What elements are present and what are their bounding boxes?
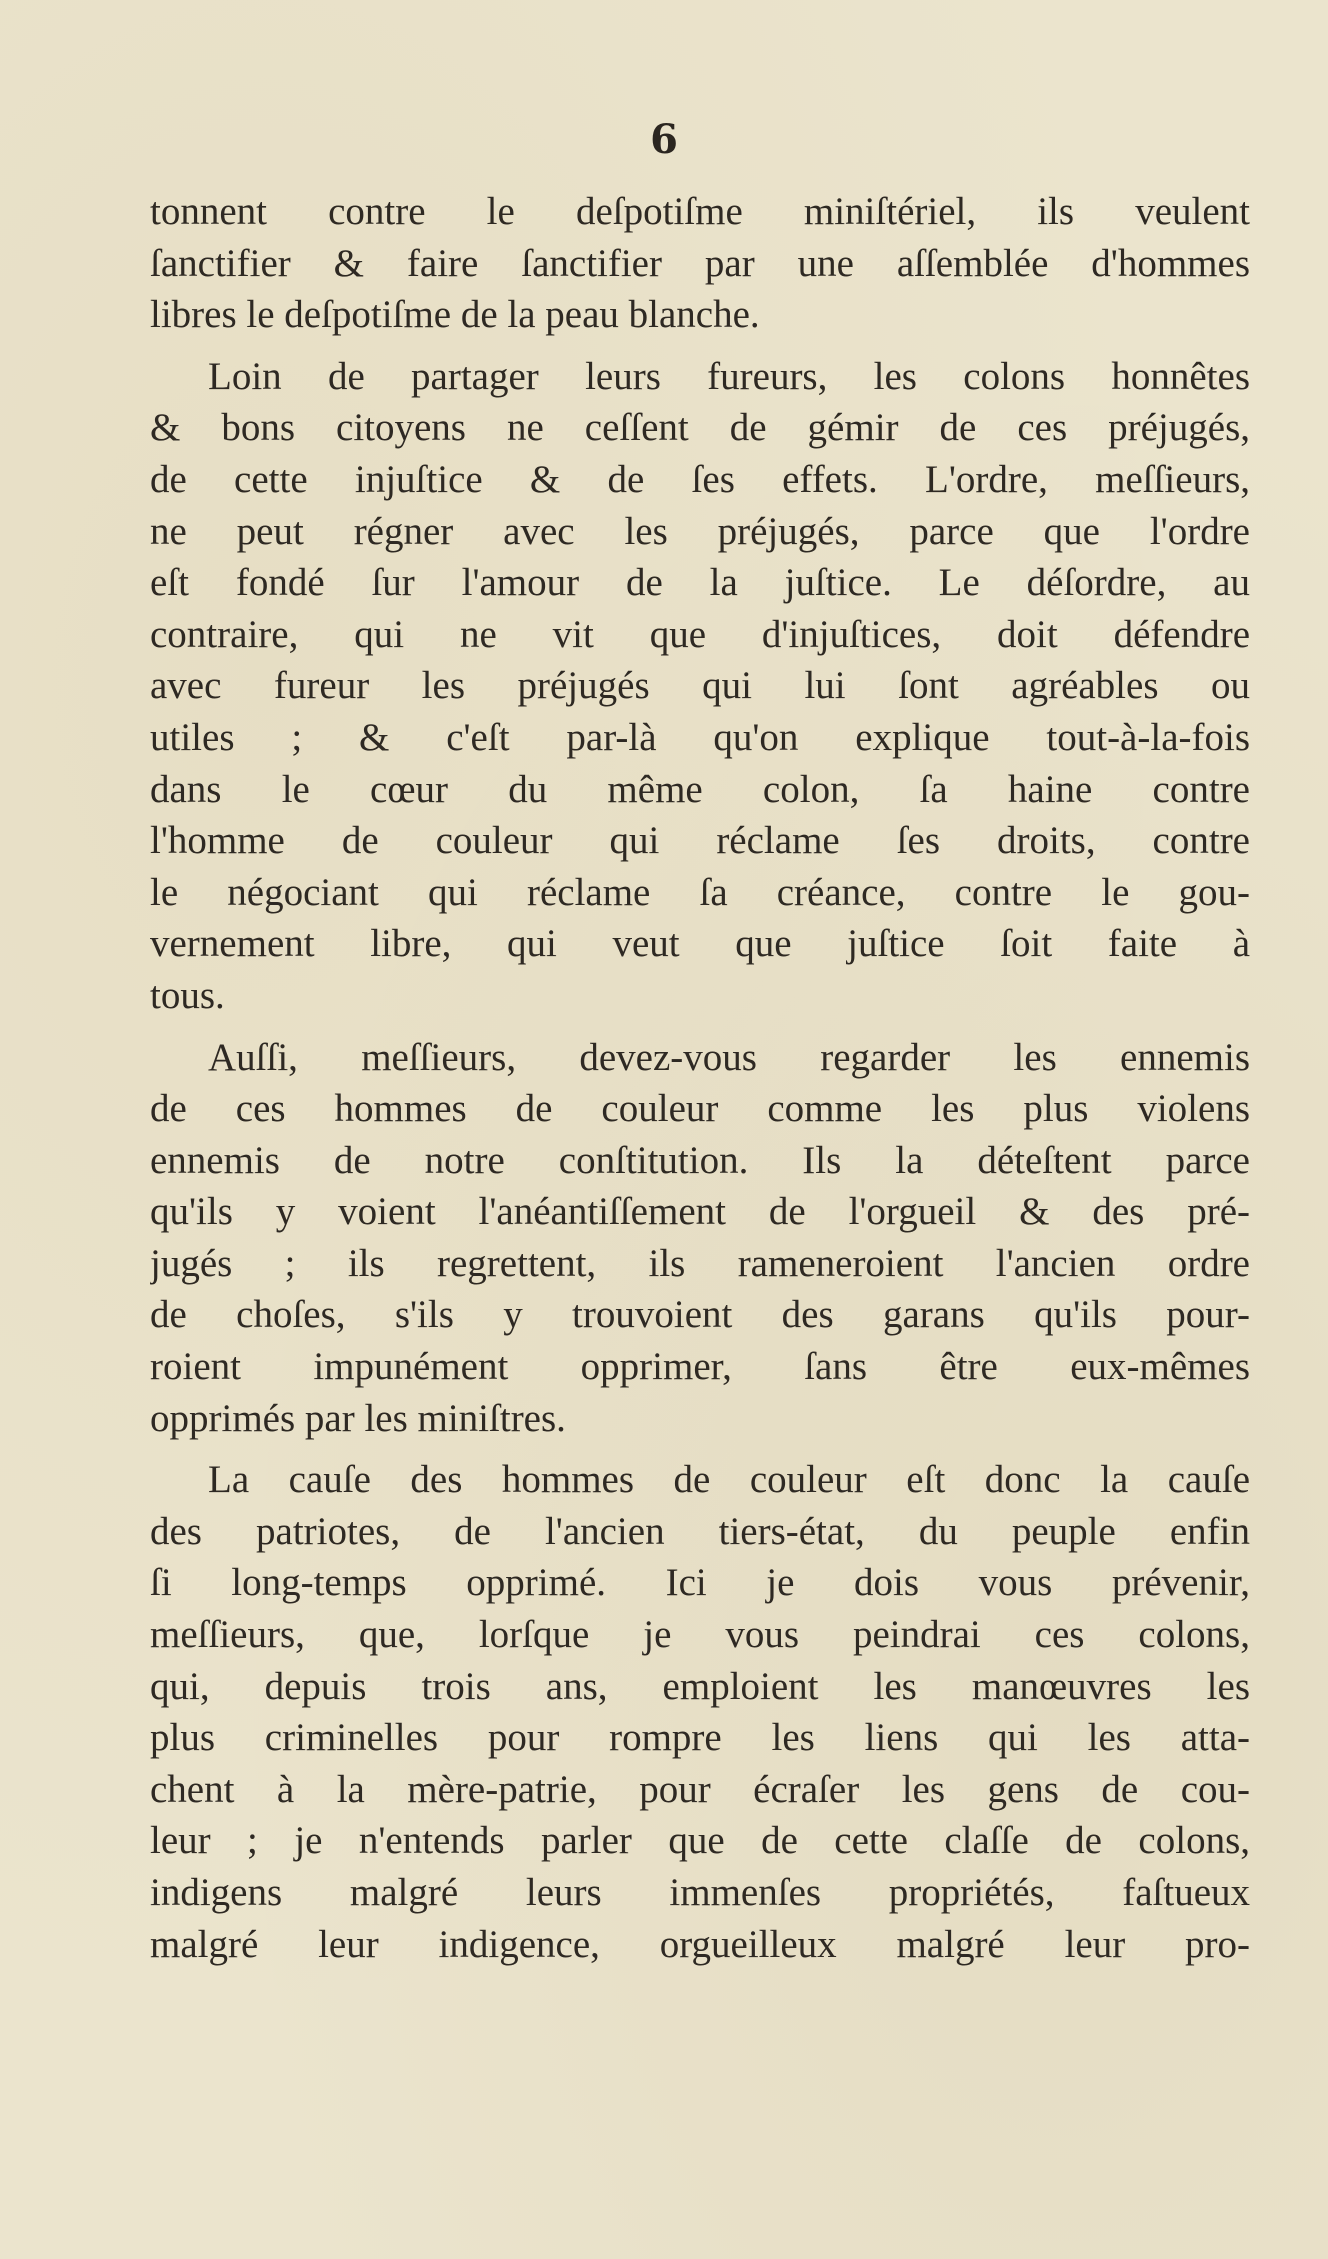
text-line: chent à la mère-patrie, pour écraſer les gens de cou-: [150, 1767, 1250, 1811]
text-line: de cette injuſtice & de ſes effets. L'ordre, meſſieurs,: [150, 457, 1250, 501]
text-line: Auſſi, meſſieurs, devez-vous regarder les ennemis: [208, 1035, 1250, 1079]
text-line: Loin de partager leurs fureurs, les colons honnêtes: [208, 354, 1250, 398]
text-line: avec fureur les préjugés qui lui ſont agréables ou: [150, 664, 1250, 708]
paragraph-2: [150, 351, 1250, 1022]
text-line: tous.: [150, 973, 225, 1017]
text-line: eſt fondé ſur l'amour de la juſtice. Le déſordre, au: [150, 561, 1250, 605]
text-line: libres le deſpotiſme de la peau blanche.: [150, 293, 760, 337]
text-line: le négociant qui réclame ſa créance, contre le gou-: [150, 870, 1250, 914]
text-line: vernement libre, qui veut que juſtice ſoit faite à: [150, 922, 1250, 966]
text-line: La cauſe des hommes de couleur eſt donc la cauſe: [208, 1458, 1250, 1502]
text-line: ennemis de notre conſtitution. Ils la déteſtent parce: [150, 1138, 1250, 1182]
body-text: [150, 186, 1250, 1980]
paragraph-1: [150, 186, 1250, 341]
text-line: malgré leur indigence, orgueilleux malgré leur pro-: [150, 1922, 1250, 1966]
text-line: l'homme de couleur qui réclame ſes droits, contre: [150, 819, 1250, 863]
text-line: leur ; je n'entends parler que de cette claſſe de colons,: [150, 1819, 1250, 1863]
text-line: roient impunément opprimer, ſans être eux-mêmes: [150, 1345, 1250, 1389]
text-line: des patriotes, de l'ancien tiers-état, du peuple enfin: [150, 1509, 1250, 1553]
text-line: opprimés par les miniſtres.: [150, 1396, 566, 1440]
text-line: qu'ils y voient l'anéantiſſement de l'orgueil & des pré-: [150, 1190, 1250, 1234]
text-line: indigens malgré leurs immenſes propriétés, faſtueux: [150, 1871, 1250, 1914]
text-line: plus criminelles pour rompre les liens qui les atta-: [150, 1716, 1250, 1760]
text-line: dans le cœur du même colon, ſa haine contre: [150, 767, 1250, 811]
text-line: qui, depuis trois ans, emploient les manœuvres les: [150, 1664, 1250, 1708]
page-number: 6: [650, 116, 678, 163]
text-line: tonnent contre le deſpotiſme miniſtériel, ils veulent: [150, 190, 1250, 233]
text-line: utiles ; & c'eſt par-là qu'on explique tout-à-la-fois: [150, 715, 1250, 759]
paragraph-3: [150, 1032, 1250, 1445]
text-line: de ces hommes de couleur comme les plus violens: [150, 1087, 1250, 1131]
text-line: contraire, qui ne vit que d'injuſtices, doit défendre: [150, 612, 1250, 656]
text-line: ſi long-temps opprimé. Ici je dois vous prévenir,: [150, 1561, 1250, 1605]
text-line: ne peut régner avec les préjugés, parce que l'ordre: [150, 509, 1250, 553]
text-line: meſſieurs, que, lorſque je vous peindrai ces colons,: [150, 1613, 1250, 1657]
text-line: jugés ; ils regrettent, ils rameneroient l'ancien ordre: [150, 1241, 1250, 1285]
text-line: & bons citoyens ne ceſſent de gémir de ces préjugés,: [150, 406, 1250, 450]
text-line: ſanctifier & faire ſanctifier par une aſſemblée d'hommes: [150, 241, 1250, 285]
paragraph-4: [150, 1454, 1250, 1970]
text-line: de choſes, s'ils y trouvoient des garans qu'ils pour-: [150, 1293, 1250, 1337]
